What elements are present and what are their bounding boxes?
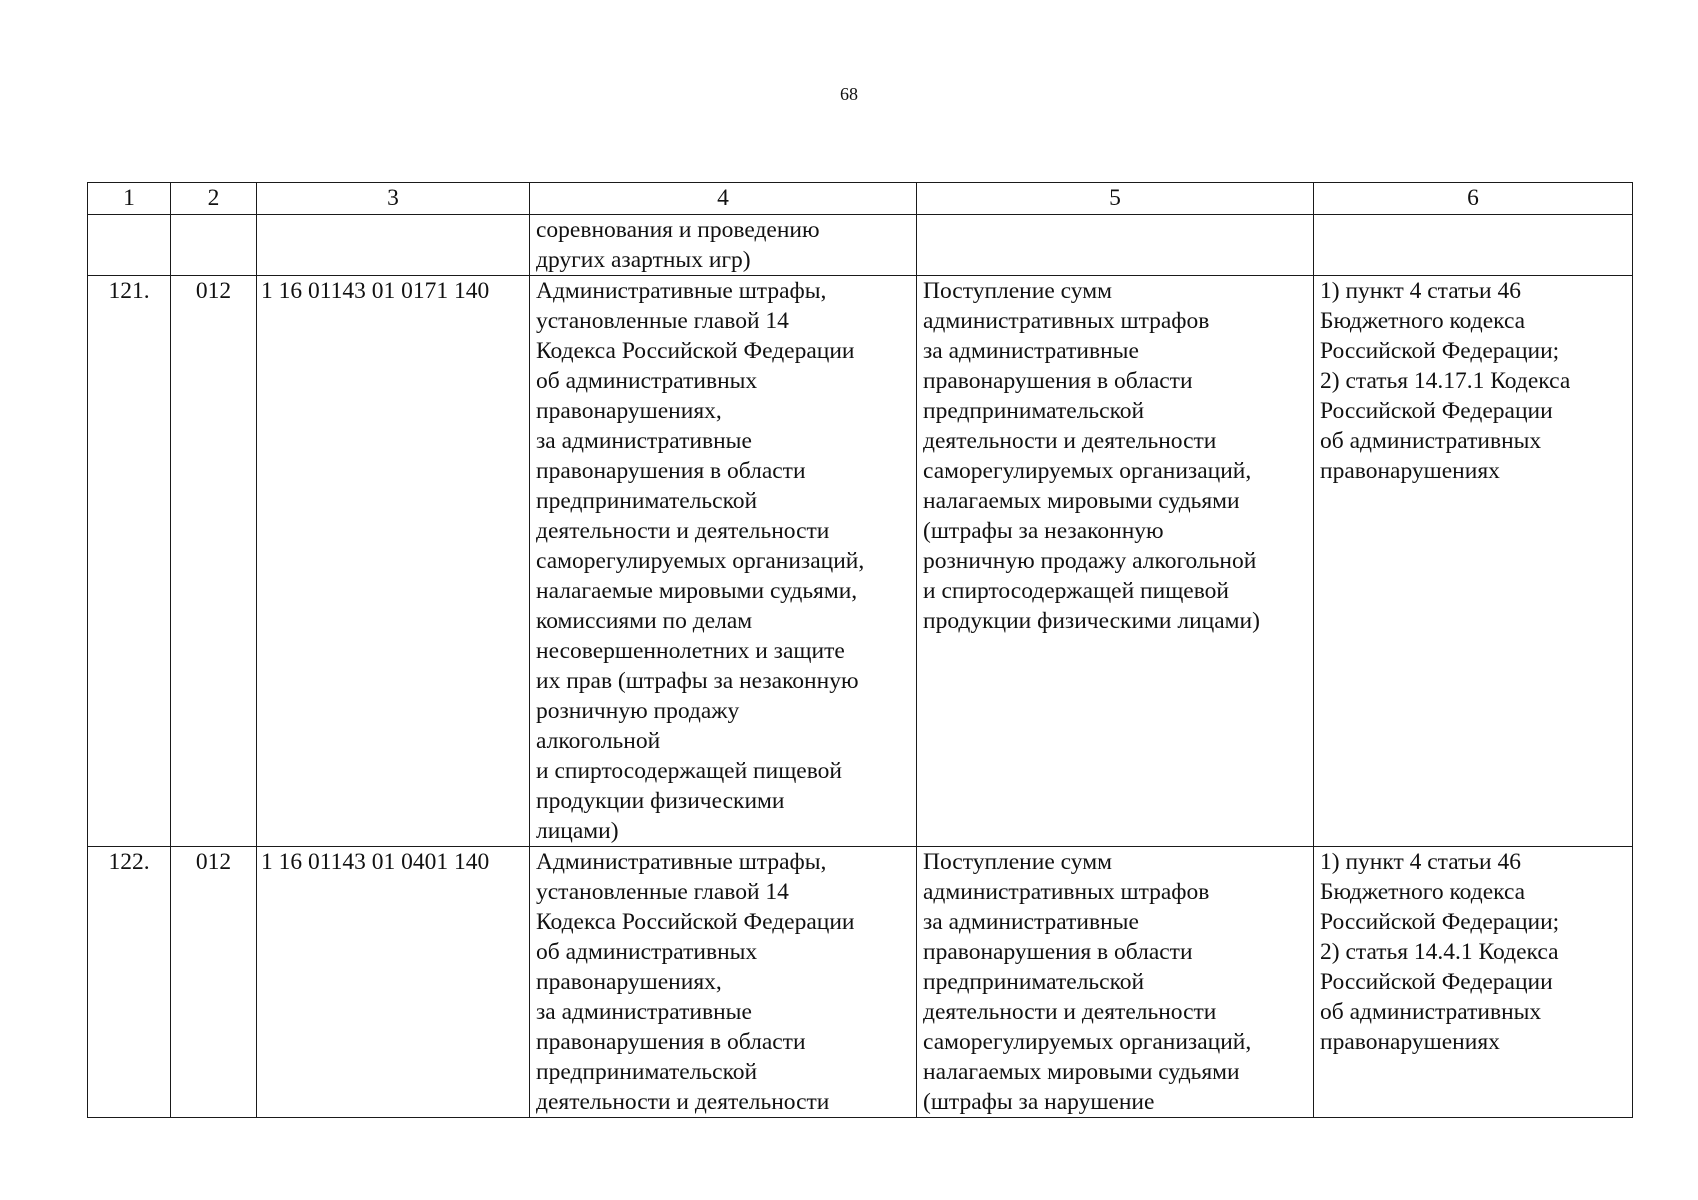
budget-codes-table bbox=[87, 182, 1633, 1118]
budget-code-cell: 1 16 01143 01 0401 140 bbox=[257, 847, 530, 1118]
administrator-code-cell: 012 bbox=[171, 276, 257, 847]
row-number-cell: 121. bbox=[88, 276, 171, 847]
budget-code-cell bbox=[257, 215, 530, 276]
description-cell: Поступление сумм административных штрафов за административные правонарушения в области предпринимательской деятельности и деятельности саморегулируемых организаций, налагаемых мировыми судьями (штрафы за нарушение bbox=[917, 847, 1314, 1118]
description-cell: Поступление сумм административных штрафов за административные правонарушения в области предпринимательской деятельности и деятельности саморегулируемых организаций, налагаемых мировыми судьями (штрафы за незаконную розничную продажу алкогольной и спиртосодержащей пищевой продукции физическими лицами) bbox=[917, 276, 1314, 847]
table-row bbox=[88, 215, 1633, 276]
column-header: 4 bbox=[530, 183, 917, 215]
description-cell bbox=[917, 215, 1314, 276]
legal-basis-cell: 1) пункт 4 статьи 46 Бюджетного кодекса Российской Федерации; 2) статья 14.4.1 Кодекса Российской Федерации об административных правонарушениях bbox=[1314, 847, 1633, 1118]
income-name-cell: Административные штрафы, установленные главой 14 Кодекса Российской Федерации об административных правонарушениях, за административные правонарушения в области предпринимательской деятельности и деятельности bbox=[530, 847, 917, 1118]
column-header: 2 bbox=[171, 183, 257, 215]
administrator-code-cell: 012 bbox=[171, 847, 257, 1118]
row-number-cell bbox=[88, 215, 171, 276]
income-name-cell: соревнования и проведению других азартных игр) bbox=[530, 215, 917, 276]
income-name-cell: Административные штрафы, установленные главой 14 Кодекса Российской Федерации об административных правонарушениях, за административные правонарушения в области предпринимательской деятельности и деятельности саморегулируемых организаций, налагаемые мировыми судьями, комиссиями по делам несовершеннолетних и защите их прав (штрафы за незаконную розничную продажу алкогольной и спиртосодержащей пищевой продукции физическими лицами) bbox=[530, 276, 917, 847]
column-header: 3 bbox=[257, 183, 530, 215]
column-header: 1 bbox=[88, 183, 171, 215]
column-header: 6 bbox=[1314, 183, 1633, 215]
table-row bbox=[88, 276, 1633, 847]
table-row bbox=[88, 847, 1633, 1118]
legal-basis-cell bbox=[1314, 215, 1633, 276]
page-number: 68 bbox=[840, 84, 858, 104]
budget-code-cell: 1 16 01143 01 0171 140 bbox=[257, 276, 530, 847]
row-number-cell: 122. bbox=[88, 847, 171, 1118]
column-header: 5 bbox=[917, 183, 1314, 215]
legal-basis-cell: 1) пункт 4 статьи 46 Бюджетного кодекса Российской Федерации; 2) статья 14.17.1 Кодекса Российской Федерации об административных правонарушениях bbox=[1314, 276, 1633, 847]
table-header-row bbox=[88, 183, 1633, 215]
administrator-code-cell bbox=[171, 215, 257, 276]
